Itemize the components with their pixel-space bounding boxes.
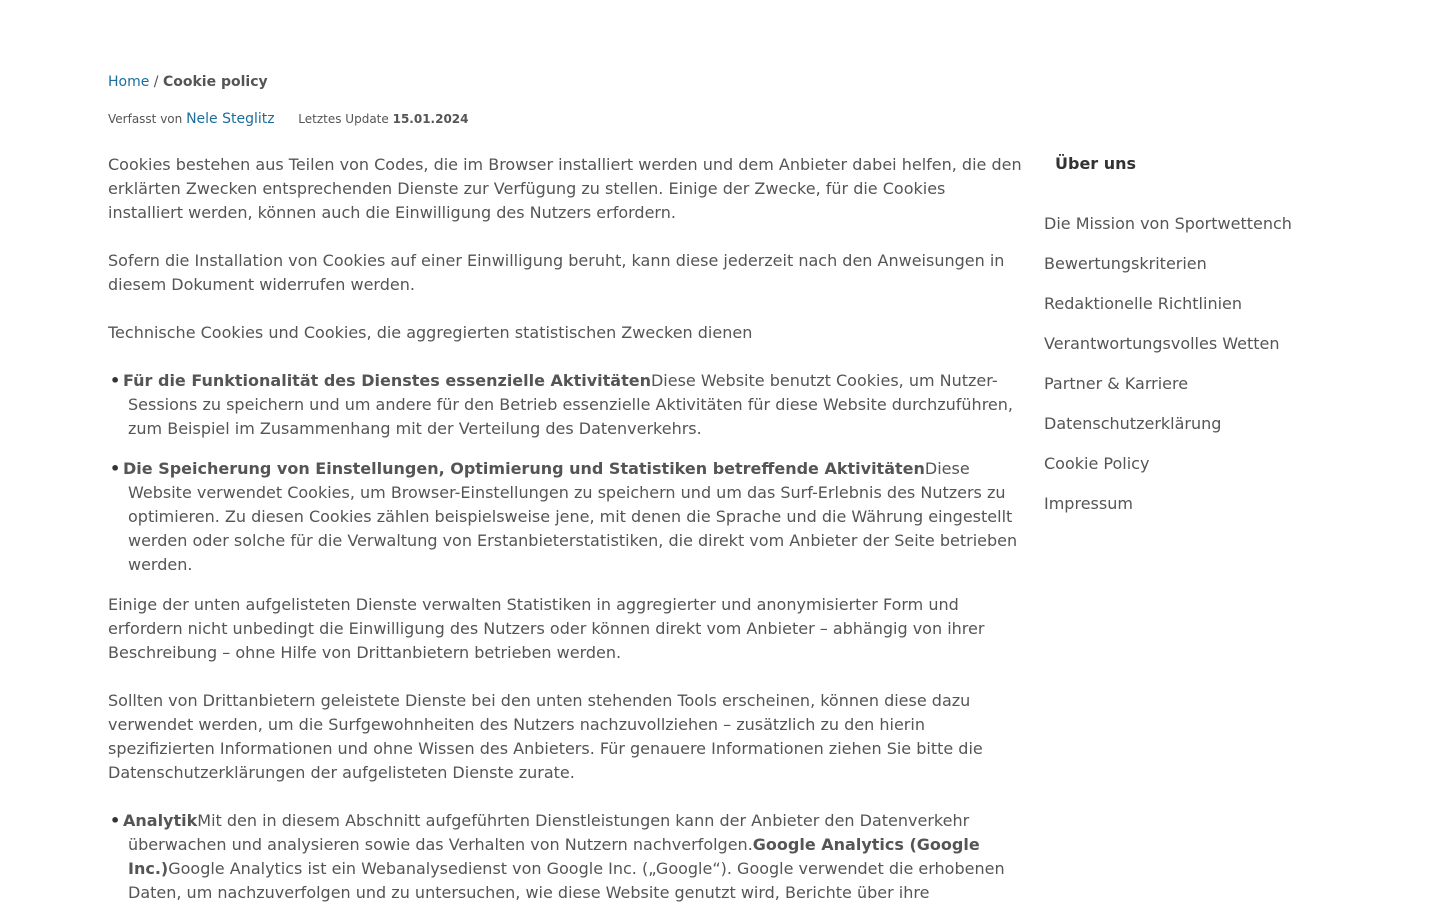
author-prefix: Verfasst von <box>108 112 183 126</box>
paragraph-third-party: Sollten von Drittanbietern geleistete Dienste bei den unten stehenden Tools erscheinen, können diese dazu verwendet werden, um die Surfgewohnheiten des Nutzers nachzuvollziehen – zusätzlich zu den hierin spezifizierten Informationen und ohne Wissen des Anbieters. Für genauere Informationen ziehen Sie bitte die Datenschutzerklärungen der aufgelisteten Dienste zurate. <box>108 691 983 782</box>
sidebar-link-privacy[interactable]: Datenschutzerklärung <box>1044 414 1222 433</box>
sidebar-link-criteria[interactable]: Bewertungskriterien <box>1044 254 1207 273</box>
bullet: • <box>110 811 121 830</box>
update-prefix: Letztes Update <box>298 112 389 126</box>
author-link[interactable]: Nele Steglitz <box>186 111 275 127</box>
cookie-purpose-list <box>108 369 1023 577</box>
breadcrumb-current: Cookie policy <box>162 74 268 90</box>
list-item-title: Für die Funktionalität des Dienstes essenzielle Aktivitäten <box>123 371 651 390</box>
sidebar-title: Über uns <box>1055 154 1137 173</box>
list-item-subtext: Google Analytics ist ein Webanalysedienst von Google Inc. („Google“). Google verwendet die erhobenen Daten, um nachzuverfolgen und zu untersuchen, wie diese Website genutzt wird, Berichte über ihre <box>128 859 1005 902</box>
update-date: 15.01.2024 <box>392 112 469 126</box>
sidebar <box>1044 152 1344 532</box>
list-item-title: Analytik <box>123 811 198 830</box>
sidebar-link-cookie-policy[interactable]: Cookie Policy <box>1044 454 1150 473</box>
list-item-text: Diese Website benutzt Cookies, um Nutzer-Sessions zu speichern und um andere für den Betrieb essenzielle Aktivitäten für diese Website durchzuführen, zum Beispiel im Zusammenhang mit der Verteilung des Datenverkehrs. <box>128 371 1013 438</box>
sidebar-link-responsible-betting[interactable]: Verantwortungsvolles Wetten <box>1044 334 1280 353</box>
list-item <box>108 809 1023 905</box>
breadcrumb <box>108 72 268 92</box>
list-item-title: Die Speicherung von Einstellungen, Optimierung und Statistiken betreffende Aktivitäten <box>123 459 925 478</box>
list-item <box>108 457 1023 577</box>
article-content <box>108 153 1023 921</box>
sidebar-link-mission[interactable]: Die Mission von Sportwettench <box>1044 214 1292 233</box>
paragraph-technical-cookies: Technische Cookies und Cookies, die aggregierten statistischen Zwecken dienen <box>108 323 753 342</box>
paragraph-revoke: Sofern die Installation von Cookies auf einer Einwilligung beruht, kann diese jederzeit nach den Anweisungen in diesem Dokument widerrufen werden. <box>108 251 1005 294</box>
paragraph-intro: Cookies bestehen aus Teilen von Codes, die im Browser installiert werden und dem Anbieter dabei helfen, die den erklärten Zwecken entsprechenden Dienste zur Verfügung zu stellen. Einige der Zwecke, für die Cookies installiert werden, können auch die Einwilligung des Nutzers erfordern. <box>108 155 1022 222</box>
sidebar-link-partner-career[interactable]: Partner & Karriere <box>1044 374 1189 393</box>
bullet: • <box>110 371 121 390</box>
breadcrumb-home-link[interactable]: Home <box>108 74 150 90</box>
sidebar-link-guidelines[interactable]: Redaktionelle Richtlinien <box>1044 294 1243 313</box>
list-item-text: Mit den in diesem Abschnitt aufgeführten Dienstleistungen kann der Anbieter den Datenverkehr überwachen und analysieren sowie das Verhalten von Nutzern nachverfolgen. <box>128 811 970 854</box>
list-item-text: Diese Website verwendet Cookies, um Browser-Einstellungen zu speichern und um das Surf-Erlebnis des Nutzers zu optimieren. Zu diesen Cookies zählen beispielsweise jene, mit denen die Sprache und die Währung eingestellt werden oder solche für die Verwaltung von Erstanbieterstatistiken, die direkt vom Anbieter der Seite betrieben werden. <box>128 459 1018 574</box>
list-item <box>108 369 1023 441</box>
sidebar-link-imprint[interactable]: Impressum <box>1044 494 1133 513</box>
analytics-list <box>108 809 1023 905</box>
article-meta <box>108 110 469 128</box>
list-item-subtitle: Google Analytics (Google Inc.) <box>128 835 980 878</box>
paragraph-statistics: Einige der unten aufgelisteten Dienste verwalten Statistiken in aggregierter und anonymisierter Form und erfordern nicht unbedingt die Einwilligung des Nutzers oder können direkt vom Anbieter – abhängig von ihrer Beschreibung – ohne Hilfe von Drittanbietern betrieben werden. <box>108 595 985 662</box>
bullet: • <box>110 459 121 478</box>
breadcrumb-separator: / <box>153 74 159 90</box>
